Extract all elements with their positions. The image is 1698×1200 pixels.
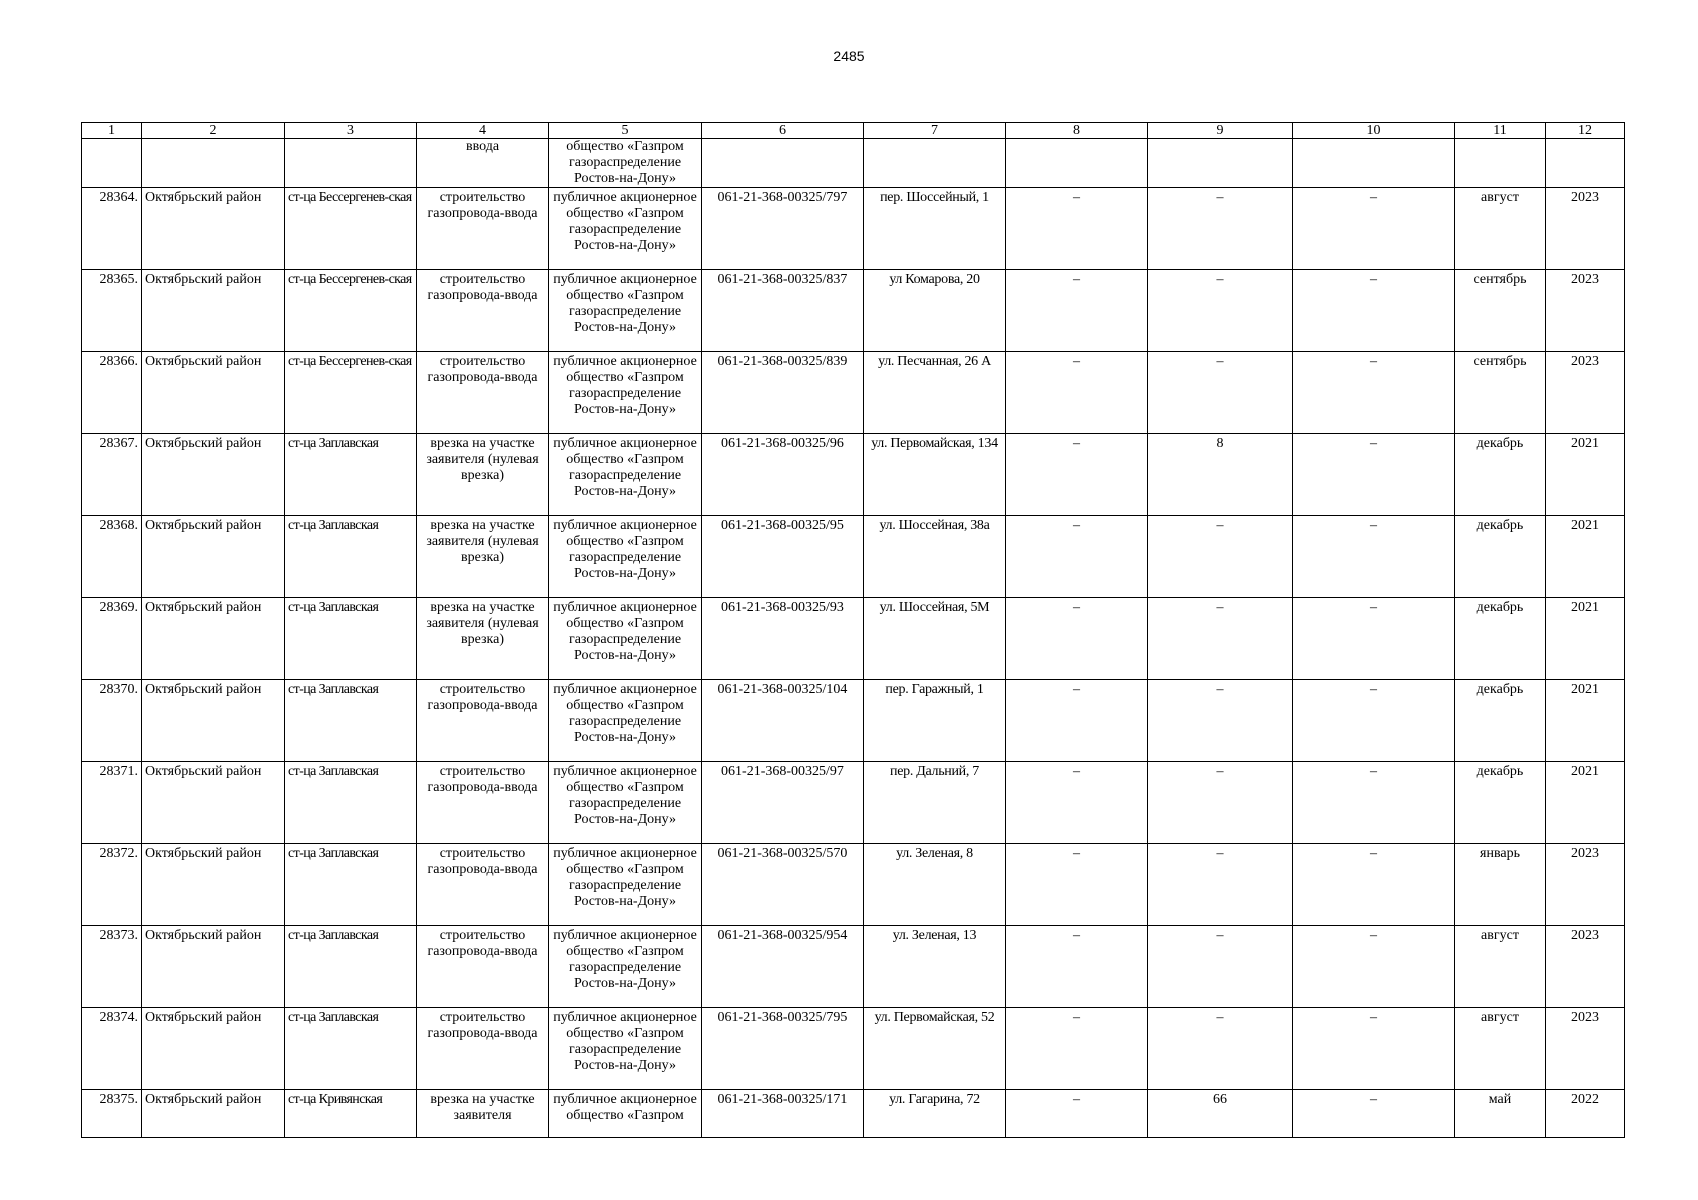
cell-district — [142, 139, 285, 188]
cell-col8: – — [1006, 598, 1148, 680]
cell-org: публичное акционерное общество «Газпром газораспределение Ростов-на-Дону» — [549, 926, 702, 1008]
cell-year: 2021 — [1546, 680, 1625, 762]
cell-col8: – — [1006, 1090, 1148, 1138]
cell-col9: – — [1148, 270, 1293, 352]
cell-year: 2023 — [1546, 926, 1625, 1008]
cell-num: 28366. — [82, 352, 142, 434]
cell-month: декабрь — [1455, 434, 1546, 516]
cell-work: ввода — [417, 139, 549, 188]
cell-year: 2023 — [1546, 270, 1625, 352]
cell-contract: 061-21-368-00325/839 — [702, 352, 864, 434]
cell-district: Октябрьский район — [142, 352, 285, 434]
cell-locality: ст-ца Заплавская — [285, 680, 417, 762]
cell-num: 28375. — [82, 1090, 142, 1138]
cell-work: врезка на участке заявителя (нулевая врезка) — [417, 598, 549, 680]
cell-year: 2023 — [1546, 1008, 1625, 1090]
cell-district: Октябрьский район — [142, 516, 285, 598]
table-row — [82, 598, 1625, 680]
cell-col10: – — [1293, 762, 1455, 844]
cell-org: публичное акционерное общество «Газпром газораспределение Ростов-на-Дону» — [549, 598, 702, 680]
cell-locality: ст-ца Заплавская — [285, 844, 417, 926]
cell-col9: – — [1148, 188, 1293, 270]
cell-col8: – — [1006, 844, 1148, 926]
cell-locality: ст-ца Заплавская — [285, 1008, 417, 1090]
cell-num: 28369. — [82, 598, 142, 680]
column-header: 12 — [1546, 123, 1625, 139]
cell-year: 2021 — [1546, 516, 1625, 598]
cell-col9: – — [1148, 680, 1293, 762]
cell-col8: – — [1006, 352, 1148, 434]
cell-locality — [285, 139, 417, 188]
cell-month: январь — [1455, 844, 1546, 926]
cell-col10: – — [1293, 680, 1455, 762]
cell-col10: – — [1293, 1090, 1455, 1138]
cell-org: общество «Газпром газораспределение Ростов-на-Дону» — [549, 139, 702, 188]
cell-num: 28372. — [82, 844, 142, 926]
cell-address: ул. Шоссейная, 5М — [864, 598, 1006, 680]
cell-locality: ст-ца Заплавская — [285, 516, 417, 598]
cell-address: ул. Зеленая, 8 — [864, 844, 1006, 926]
cell-locality: ст-ца Заплавская — [285, 762, 417, 844]
cell-contract: 061-21-368-00325/96 — [702, 434, 864, 516]
cell-locality: ст-ца Заплавская — [285, 926, 417, 1008]
column-header: 8 — [1006, 123, 1148, 139]
cell-work: строительство газопровода-ввода — [417, 844, 549, 926]
page-number: 2485 — [833, 48, 865, 64]
cell-work: строительство газопровода-ввода — [417, 680, 549, 762]
cell-month: декабрь — [1455, 762, 1546, 844]
cell-col10: – — [1293, 188, 1455, 270]
cell-col9: 66 — [1148, 1090, 1293, 1138]
column-header: 3 — [285, 123, 417, 139]
cell-district: Октябрьский район — [142, 762, 285, 844]
cell-month: сентябрь — [1455, 352, 1546, 434]
cell-org: публичное акционерное общество «Газпром газораспределение Ростов-на-Дону» — [549, 680, 702, 762]
cell-col10: – — [1293, 352, 1455, 434]
cell-num: 28365. — [82, 270, 142, 352]
cell-col9: – — [1148, 762, 1293, 844]
cell-month: декабрь — [1455, 598, 1546, 680]
cell-year: 2021 — [1546, 434, 1625, 516]
cell-col8: – — [1006, 680, 1148, 762]
cell-work: врезка на участке заявителя (нулевая врезка) — [417, 516, 549, 598]
cell-col8: – — [1006, 188, 1148, 270]
cell-contract: 061-21-368-00325/95 — [702, 516, 864, 598]
cell-num: 28374. — [82, 1008, 142, 1090]
cell-year: 2023 — [1546, 188, 1625, 270]
cell-address: пер. Дальний, 7 — [864, 762, 1006, 844]
cell-month: май — [1455, 1090, 1546, 1138]
cell-address: ул. Шоссейная, 38а — [864, 516, 1006, 598]
cell-work: строительство газопровода-ввода — [417, 270, 549, 352]
cell-address: ул. Песчанная, 26 А — [864, 352, 1006, 434]
cell-org: публичное акционерное общество «Газпром газораспределение Ростов-на-Дону» — [549, 352, 702, 434]
cell-district: Октябрьский район — [142, 844, 285, 926]
cell-locality: ст-ца Заплавская — [285, 598, 417, 680]
cell-col10 — [1293, 139, 1455, 188]
cell-district: Октябрьский район — [142, 680, 285, 762]
cell-work: строительство газопровода-ввода — [417, 1008, 549, 1090]
cell-col9: – — [1148, 352, 1293, 434]
cell-address: ул. Первомайская, 134 — [864, 434, 1006, 516]
cell-district: Октябрьский район — [142, 434, 285, 516]
cell-num: 28370. — [82, 680, 142, 762]
cell-contract: 061-21-368-00325/797 — [702, 188, 864, 270]
cell-work: врезка на участке заявителя — [417, 1090, 549, 1138]
cell-contract — [702, 139, 864, 188]
cell-district: Октябрьский район — [142, 598, 285, 680]
cell-num: 28373. — [82, 926, 142, 1008]
cell-address: ул. Первомайская, 52 — [864, 1008, 1006, 1090]
cell-contract: 061-21-368-00325/104 — [702, 680, 864, 762]
cell-org: публичное акционерное общество «Газпром газораспределение Ростов-на-Дону» — [549, 1008, 702, 1090]
cell-contract: 061-21-368-00325/171 — [702, 1090, 864, 1138]
cell-col8: – — [1006, 270, 1148, 352]
cell-district: Октябрьский район — [142, 1090, 285, 1138]
cell-col10: – — [1293, 844, 1455, 926]
cell-work: строительство газопровода-ввода — [417, 352, 549, 434]
cell-address: ул. Зеленая, 13 — [864, 926, 1006, 1008]
cell-month — [1455, 139, 1546, 188]
continuation-row — [82, 139, 1625, 188]
cell-locality: ст-ца Бессергенев-ская — [285, 270, 417, 352]
table-row — [82, 434, 1625, 516]
table-row — [82, 516, 1625, 598]
cell-district: Октябрьский район — [142, 270, 285, 352]
gasification-registry-table — [81, 122, 1625, 1138]
column-header: 1 — [82, 123, 142, 139]
cell-contract: 061-21-368-00325/570 — [702, 844, 864, 926]
cell-num — [82, 139, 142, 188]
cell-col9 — [1148, 139, 1293, 188]
cell-num: 28371. — [82, 762, 142, 844]
table-row — [82, 1090, 1625, 1138]
cell-org: публичное акционерное общество «Газпром газораспределение Ростов-на-Дону» — [549, 762, 702, 844]
cell-year: 2022 — [1546, 1090, 1625, 1138]
cell-contract: 061-21-368-00325/93 — [702, 598, 864, 680]
column-header: 6 — [702, 123, 864, 139]
column-header: 5 — [549, 123, 702, 139]
table-row — [82, 680, 1625, 762]
cell-contract: 061-21-368-00325/795 — [702, 1008, 864, 1090]
cell-locality: ст-ца Кривянская — [285, 1090, 417, 1138]
table-row — [82, 270, 1625, 352]
cell-month: август — [1455, 1008, 1546, 1090]
cell-district: Октябрьский район — [142, 926, 285, 1008]
column-number-header-row — [82, 123, 1625, 139]
cell-year — [1546, 139, 1625, 188]
cell-work: врезка на участке заявителя (нулевая врезка) — [417, 434, 549, 516]
cell-col10: – — [1293, 270, 1455, 352]
cell-col8 — [1006, 139, 1148, 188]
cell-month: август — [1455, 188, 1546, 270]
table-row — [82, 926, 1625, 1008]
cell-col9: – — [1148, 598, 1293, 680]
cell-month: сентябрь — [1455, 270, 1546, 352]
cell-org: публичное акционерное общество «Газпром — [549, 1090, 702, 1138]
cell-org: публичное акционерное общество «Газпром газораспределение Ростов-на-Дону» — [549, 188, 702, 270]
cell-col10: – — [1293, 516, 1455, 598]
cell-col10: – — [1293, 598, 1455, 680]
cell-work: строительство газопровода-ввода — [417, 762, 549, 844]
table-row — [82, 844, 1625, 926]
cell-year: 2021 — [1546, 762, 1625, 844]
cell-col10: – — [1293, 434, 1455, 516]
cell-col8: – — [1006, 1008, 1148, 1090]
cell-address: пер. Шоссейный, 1 — [864, 188, 1006, 270]
cell-col9: – — [1148, 516, 1293, 598]
cell-locality: ст-ца Бессергенев-ская — [285, 352, 417, 434]
cell-work: строительство газопровода-ввода — [417, 926, 549, 1008]
cell-col10: – — [1293, 926, 1455, 1008]
cell-col8: – — [1006, 434, 1148, 516]
table-row — [82, 352, 1625, 434]
cell-org: публичное акционерное общество «Газпром газораспределение Ростов-на-Дону» — [549, 516, 702, 598]
cell-contract: 061-21-368-00325/954 — [702, 926, 864, 1008]
cell-col9: – — [1148, 1008, 1293, 1090]
column-header: 2 — [142, 123, 285, 139]
cell-num: 28367. — [82, 434, 142, 516]
column-header: 11 — [1455, 123, 1546, 139]
cell-locality: ст-ца Заплавская — [285, 434, 417, 516]
table-row — [82, 188, 1625, 270]
cell-org: публичное акционерное общество «Газпром газораспределение Ростов-на-Дону» — [549, 844, 702, 926]
cell-col9: 8 — [1148, 434, 1293, 516]
cell-num: 28368. — [82, 516, 142, 598]
cell-locality: ст-ца Бессергенев-ская — [285, 188, 417, 270]
cell-col9: – — [1148, 926, 1293, 1008]
cell-address: ул Комарова, 20 — [864, 270, 1006, 352]
cell-col8: – — [1006, 926, 1148, 1008]
cell-month: август — [1455, 926, 1546, 1008]
cell-contract: 061-21-368-00325/837 — [702, 270, 864, 352]
cell-num: 28364. — [82, 188, 142, 270]
cell-org: публичное акционерное общество «Газпром газораспределение Ростов-на-Дону» — [549, 270, 702, 352]
column-header: 7 — [864, 123, 1006, 139]
table-row — [82, 1008, 1625, 1090]
cell-col9: – — [1148, 844, 1293, 926]
column-header: 4 — [417, 123, 549, 139]
cell-district: Октябрьский район — [142, 1008, 285, 1090]
cell-year: 2023 — [1546, 352, 1625, 434]
cell-district: Октябрьский район — [142, 188, 285, 270]
cell-year: 2021 — [1546, 598, 1625, 680]
cell-col10: – — [1293, 1008, 1455, 1090]
cell-month: декабрь — [1455, 516, 1546, 598]
cell-work: строительство газопровода-ввода — [417, 188, 549, 270]
cell-contract: 061-21-368-00325/97 — [702, 762, 864, 844]
cell-year: 2023 — [1546, 844, 1625, 926]
cell-address: пер. Гаражный, 1 — [864, 680, 1006, 762]
table-row — [82, 762, 1625, 844]
cell-col8: – — [1006, 762, 1148, 844]
cell-org: публичное акционерное общество «Газпром газораспределение Ростов-на-Дону» — [549, 434, 702, 516]
column-header: 9 — [1148, 123, 1293, 139]
cell-month: декабрь — [1455, 680, 1546, 762]
cell-address: ул. Гагарина, 72 — [864, 1090, 1006, 1138]
column-header: 10 — [1293, 123, 1455, 139]
cell-col8: – — [1006, 516, 1148, 598]
cell-address — [864, 139, 1006, 188]
